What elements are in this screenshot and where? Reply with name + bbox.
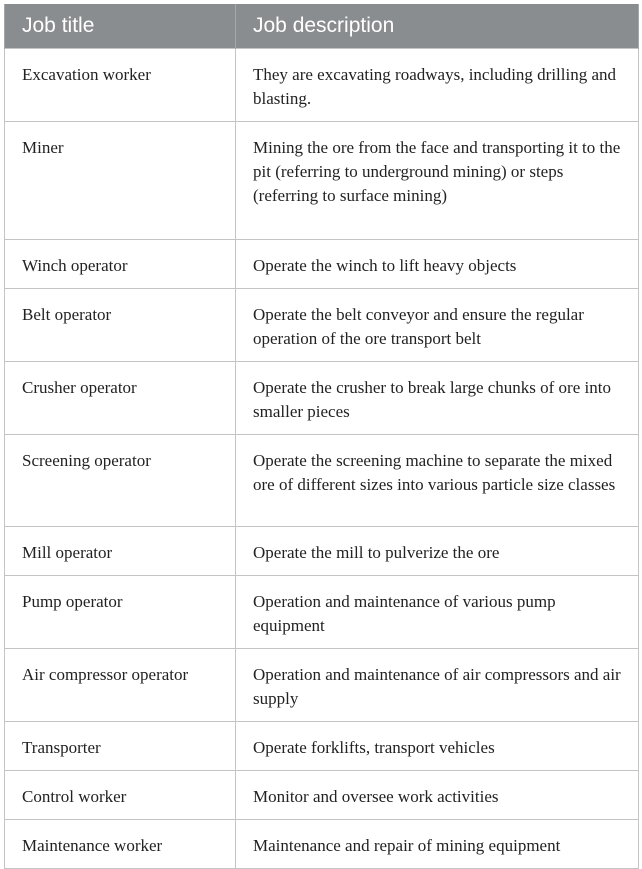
job-title-cell: Excavation worker (5, 48, 236, 121)
header-row (5, 4, 639, 48)
table-row (5, 239, 639, 288)
job-title-cell: Mill operator (5, 526, 236, 575)
job-title-cell: Air compressor operator (5, 648, 236, 721)
job-description-cell: They are excavating roadways, including drilling and blasting. (236, 48, 639, 121)
job-title-cell: Miner (5, 121, 236, 239)
table-row (5, 121, 639, 239)
job-description-cell: Operate the screening machine to separate the mixed ore of different sizes into various particle size classes (236, 434, 639, 526)
job-description-cell: Operate the winch to lift heavy objects (236, 239, 639, 288)
table-row (5, 434, 639, 526)
table-row (5, 575, 639, 648)
header-job-description: Job description (236, 4, 639, 48)
job-description-cell: Monitor and oversee work activities (236, 770, 639, 819)
table-header (5, 4, 639, 48)
job-table (4, 4, 639, 869)
job-title-cell: Transporter (5, 721, 236, 770)
table-body (5, 48, 639, 868)
job-title-cell: Belt operator (5, 288, 236, 361)
job-title-cell: Control worker (5, 770, 236, 819)
job-title-cell: Crusher operator (5, 361, 236, 434)
header-job-title: Job title (5, 4, 236, 48)
job-table-container (4, 4, 638, 869)
job-description-cell: Operate the mill to pulverize the ore (236, 526, 639, 575)
table-row (5, 770, 639, 819)
table-row (5, 526, 639, 575)
table-row (5, 648, 639, 721)
table-row (5, 721, 639, 770)
job-title-cell: Screening operator (5, 434, 236, 526)
job-description-cell: Operation and maintenance of air compressors and air supply (236, 648, 639, 721)
job-description-cell: Operate the crusher to break large chunks of ore into smaller pieces (236, 361, 639, 434)
table-row (5, 819, 639, 868)
job-description-cell: Operation and maintenance of various pump equipment (236, 575, 639, 648)
job-title-cell: Maintenance worker (5, 819, 236, 868)
table-row (5, 288, 639, 361)
job-title-cell: Pump operator (5, 575, 236, 648)
job-description-cell: Operate the belt conveyor and ensure the regular operation of the ore transport belt (236, 288, 639, 361)
job-description-cell: Operate forklifts, transport vehicles (236, 721, 639, 770)
table-row (5, 361, 639, 434)
job-title-cell: Winch operator (5, 239, 236, 288)
table-row (5, 48, 639, 121)
job-description-cell: Mining the ore from the face and transporting it to the pit (referring to underground mining) or steps (referring to surface mining) (236, 121, 639, 239)
job-description-cell: Maintenance and repair of mining equipment (236, 819, 639, 868)
